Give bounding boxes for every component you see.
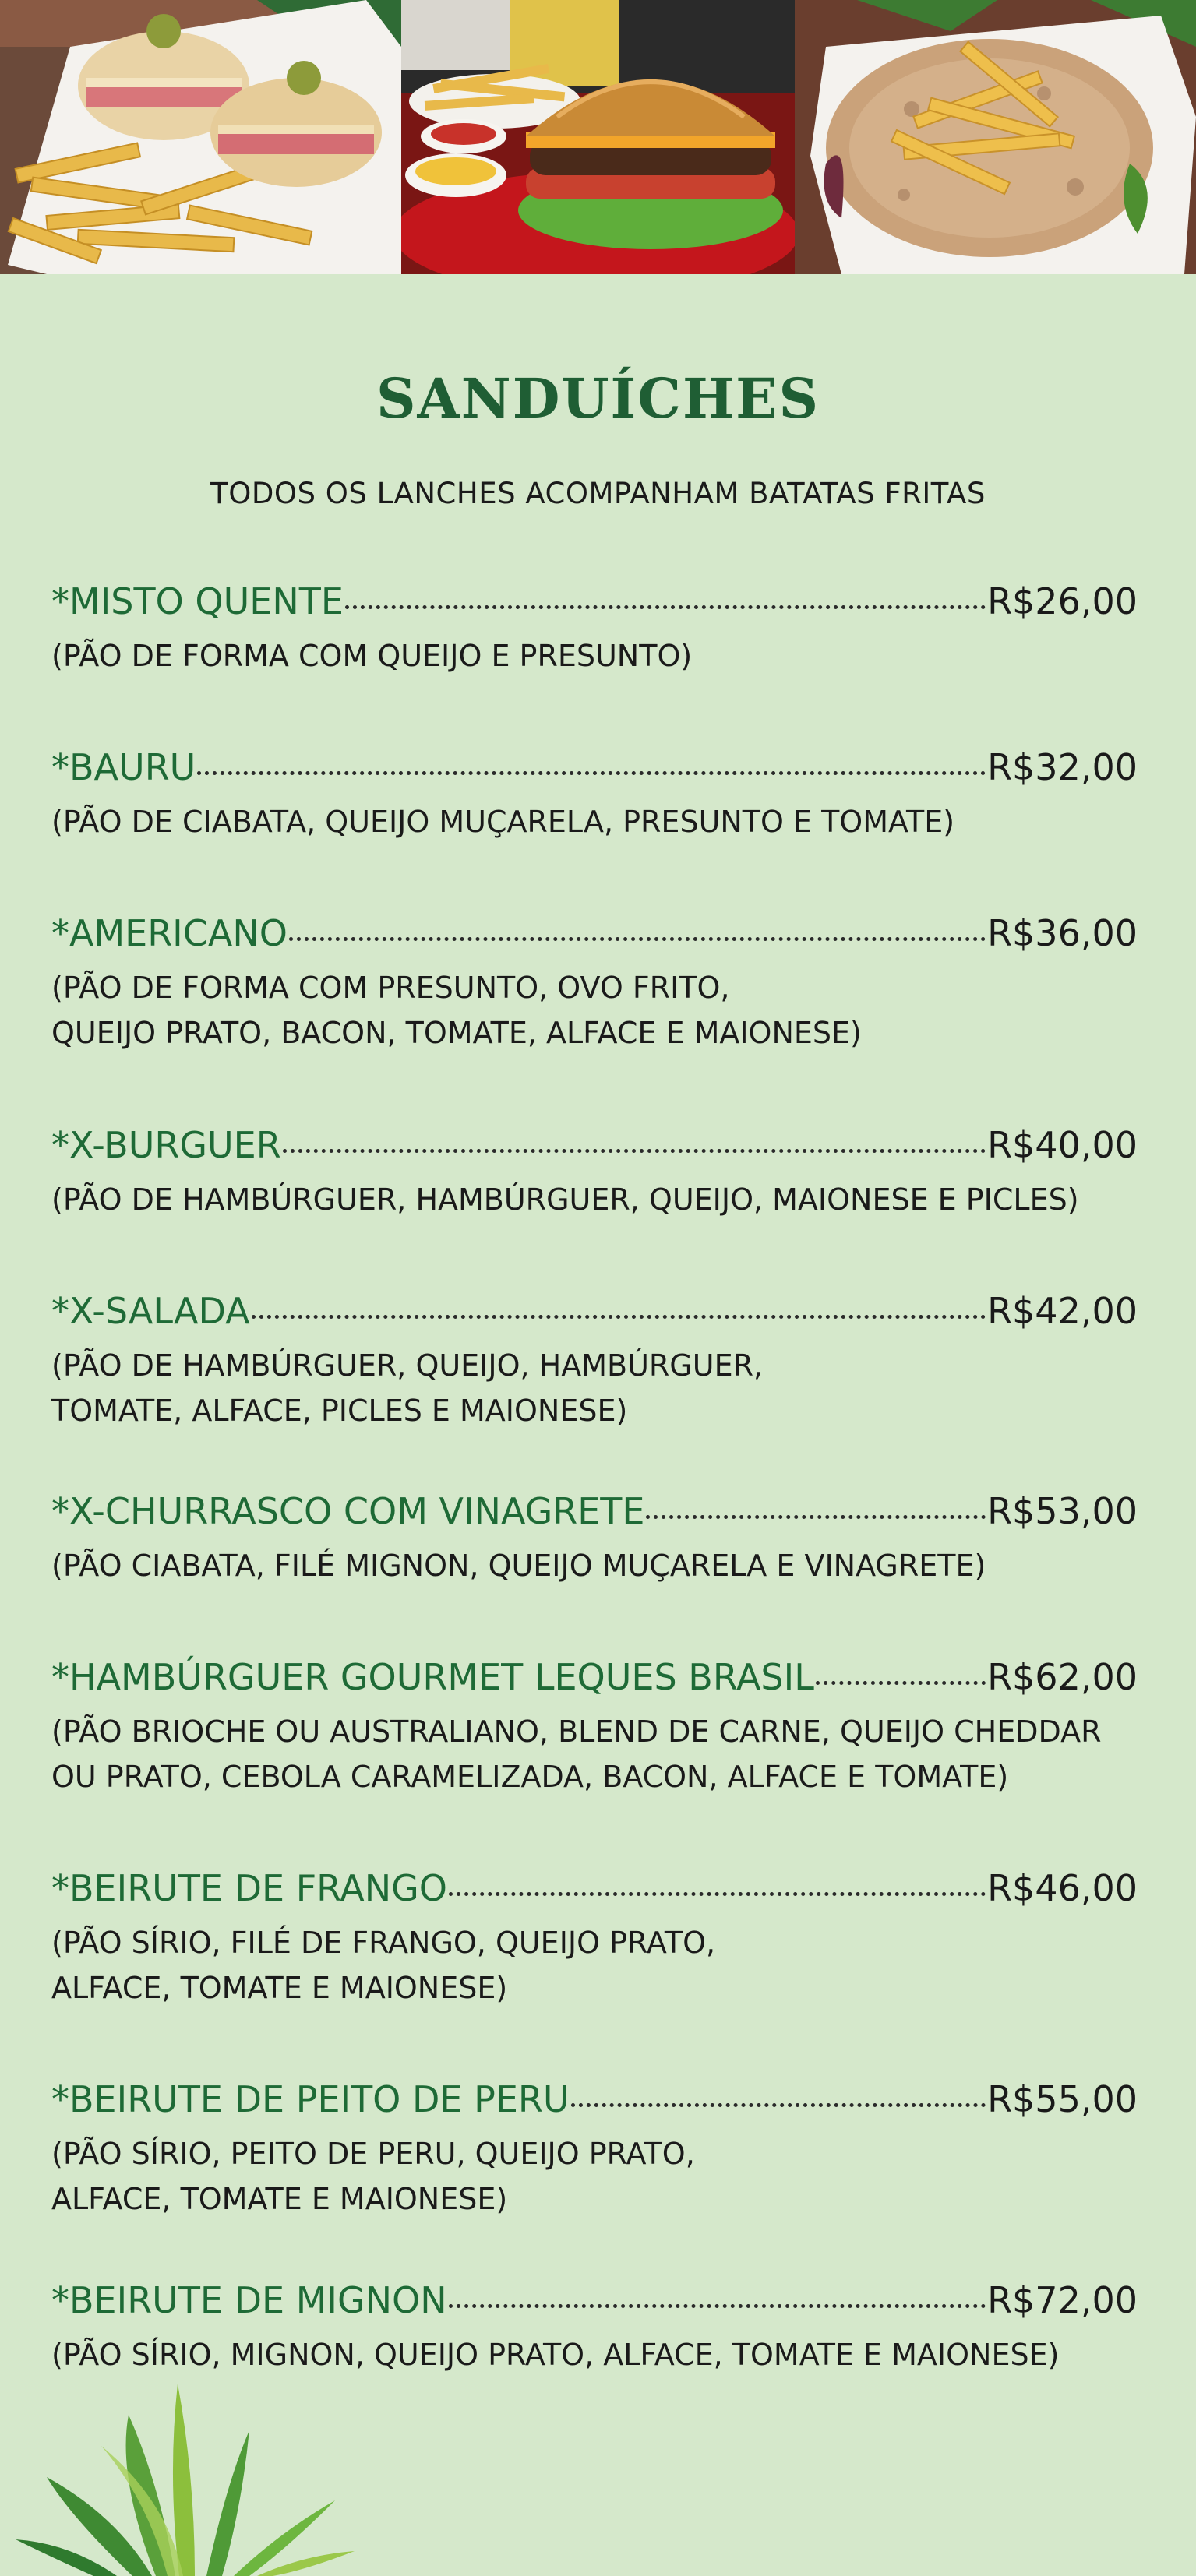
dot-leader <box>449 1892 986 1896</box>
dot-leader <box>252 1315 986 1319</box>
item-price: R$46,00 <box>987 1867 1138 1909</box>
item-name: *MISTO QUENTE <box>51 580 344 622</box>
item-price: R$62,00 <box>987 1656 1138 1698</box>
item-price: R$26,00 <box>987 580 1138 622</box>
dot-leader <box>345 605 986 609</box>
item-description: (PÃO DE FORMA COM QUEIJO E PRESUNTO) <box>51 639 693 673</box>
item-name: *BEIRUTE DE PEITO DE PERU <box>51 2078 570 2120</box>
item-description: (PÃO SÍRIO, FILÉ DE FRANGO, QUEIJO PRATO, <box>51 1926 716 1960</box>
menu-item <box>51 1490 1138 1588</box>
item-price: R$36,00 <box>987 912 1138 954</box>
menu-item <box>51 912 1138 1055</box>
item-description: QUEIJO PRATO, BACON, TOMATE, ALFACE E MAIONESE) <box>51 1016 862 1050</box>
item-name: *HAMBÚRGUER GOURMET LEQUES BRASIL <box>51 1656 814 1698</box>
burger-fries-photo <box>401 0 795 274</box>
item-price: R$40,00 <box>987 1124 1138 1166</box>
item-description: ALFACE, TOMATE E MAIONESE) <box>51 2182 508 2216</box>
subtitle: TODOS OS LANCHES ACOMPANHAM BATATAS FRITAS <box>210 477 986 510</box>
item-description: (PÃO SÍRIO, PEITO DE PERU, QUEIJO PRATO, <box>51 2137 695 2171</box>
item-name: *X-CHURRASCO COM VINAGRETE <box>51 1490 645 1532</box>
item-name: *X-SALADA <box>51 1290 250 1332</box>
menu-item <box>51 2078 1138 2222</box>
dot-leader <box>816 1681 986 1685</box>
item-name: *BAURU <box>51 746 196 788</box>
item-price: R$72,00 <box>987 2279 1138 2321</box>
agave-leaves-illustration <box>0 2384 358 2576</box>
menu-item <box>51 580 1138 678</box>
item-description: (PÃO DE HAMBÚRGUER, QUEIJO, HAMBÚRGUER, <box>51 1348 764 1383</box>
item-description: (PÃO DE FORMA COM PRESUNTO, OVO FRITO, <box>51 971 730 1005</box>
dot-leader <box>283 1149 986 1153</box>
item-description: (PÃO CIABATA, FILÉ MIGNON, QUEIJO MUÇARELA E VINAGRETE) <box>51 1549 986 1583</box>
item-description: (PÃO DE HAMBÚRGUER, HAMBÚRGUER, QUEIJO, MAIONESE E PICLES) <box>51 1182 1079 1217</box>
item-price: R$32,00 <box>987 746 1138 788</box>
item-price: R$53,00 <box>987 1490 1138 1532</box>
menu-item <box>51 1124 1138 1222</box>
dot-leader <box>449 2304 986 2308</box>
menu-item <box>51 2279 1138 2377</box>
item-description: TOMATE, ALFACE, PICLES E MAIONESE) <box>51 1394 628 1428</box>
menu-item <box>51 1656 1138 1799</box>
item-description: (PÃO BRIOCHE OU AUSTRALIANO, BLEND DE CARNE, QUEIJO CHEDDAR <box>51 1714 1102 1749</box>
photo-strip <box>0 0 1196 274</box>
item-description: (PÃO DE CIABATA, QUEIJO MUÇARELA, PRESUNTO E TOMATE) <box>51 805 955 839</box>
menu-item <box>51 1867 1138 2010</box>
item-description: OU PRATO, CEBOLA CARAMELIZADA, BACON, ALFACE E TOMATE) <box>51 1760 1009 1794</box>
dot-leader <box>289 937 986 941</box>
item-name: *X-BURGUER <box>51 1124 281 1166</box>
dot-leader <box>571 2103 986 2107</box>
item-name: *BEIRUTE DE MIGNON <box>51 2279 447 2321</box>
item-price: R$42,00 <box>987 1290 1138 1332</box>
dot-leader <box>197 771 986 775</box>
page-title: SANDUÍCHES <box>376 366 820 431</box>
item-name: *AMERICANO <box>51 912 288 954</box>
item-price: R$55,00 <box>987 2078 1138 2120</box>
item-description: (PÃO SÍRIO, MIGNON, QUEIJO PRATO, ALFACE, TOMATE E MAIONESE) <box>51 2338 1060 2372</box>
item-description: ALFACE, TOMATE E MAIONESE) <box>51 1971 508 2005</box>
menu-item <box>51 1290 1138 1433</box>
sandwich-fries-photo <box>0 0 401 274</box>
menu-item <box>51 746 1138 844</box>
item-name: *BEIRUTE DE FRANGO <box>51 1867 447 1909</box>
pita-fries-photo <box>795 0 1196 274</box>
dot-leader <box>646 1515 986 1519</box>
